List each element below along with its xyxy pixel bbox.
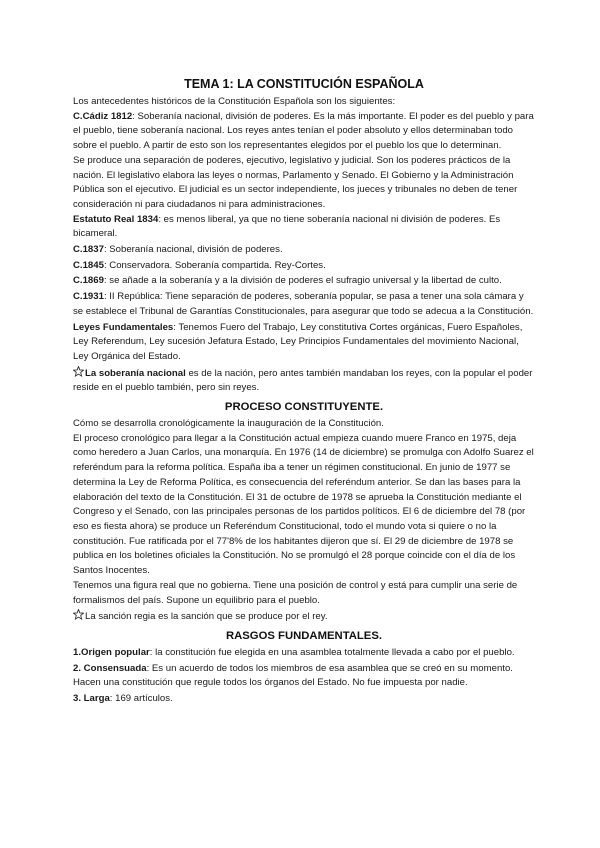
antecedente-label: Leyes Fundamentales [73,321,174,333]
antecedente-label: C.1931 [73,291,104,303]
sancion-text: La sanción regia es la sanción que se produce por el rey. [85,611,328,623]
rasgo-text: : 169 artículos. [109,693,173,705]
antecedente-text: : es menos liberal, ya que no tiene soberanía nacional ni división de poderes. Es bicameral. [73,213,501,240]
star-icon [73,366,84,377]
proceso-intro: Cómo se desarrolla cronológicamente la inauguración de la Constitución. [73,418,384,430]
sancion-note [73,609,535,625]
soberania-note [73,366,535,396]
rasgo-consensuada [73,662,535,691]
antecedente-1869 [73,274,535,289]
soberania-text: es de la nación, pero antes también mandaban los reyes, con la popular el poder reside en el pueblo también, pero sin reyes. [73,367,533,394]
antecedente-text: : II República: Tiene separación de poderes, soberanía popular, se pasa a tener una sola cámara y se establece el Tribunal de Garantías Constitucionales, para asegurar que todo se adecua a la Constitución. [73,291,534,317]
separacion-poderes-paragraph [73,154,535,213]
rasgo-origen-popular [73,646,535,661]
rasgo-label: 3. Larga [73,693,110,705]
antecedente-label: C.1837 [73,244,104,256]
document-content [73,74,535,707]
proceso-body: El proceso cronológico para llegar a la Constitución actual empieza cuando muere Franco en 1975, deja como heredero a Juan Carlos, una monarquía. En 1976 (14 de diciembre) se promulga con Adolfo Suarez el referéndum para la reforma política. España iba a tener un régimen constitucional. En junio de 1977 se determina la Ley de Reforma Política, es consecuencia del referéndum anterior. Se dan las bases para la elaboración del texto de la Constitución. El 31 de octubre de 1978 se aprueba la Constitución mediante el Congreso y el Senado, con las principales personas de los partidos políticos. El 6 de diciembre del 78 (por eso es fiesta ahora) se produce un Referéndum Constitucional, todo el mundo vota si quiere o no la constitución. Fue ratificada por el 77'8% de los habitantes dijeron que sí. El 29 de diciembre de 1978 se publica en los boletines oficiales la Constitución. No se promulgó el 28 porque coincide con el día de los Santos Inocentes. [73,432,534,577]
antecedente-text: : Soberanía nacional, división de poderes. [103,244,283,256]
document-title: TEMA 1: LA CONSTITUCIÓN ESPAÑOLA [184,77,424,91]
antecedente-label: C.1845 [73,259,104,271]
antecedente-text: : Conservadora. Soberanía compartida. Rey-Cortes. [103,259,326,271]
rasgo-larga [73,692,535,707]
antecedente-text: : se añade a la soberanía y a la división de poderes el sufragio universal y la libertad de culto. [103,275,502,287]
rasgo-text: : Es un acuerdo de todos los miembros de esa asamblea que se creó en su momento. Hacen una constitución que regule todos los órganos del Estado. No fue impuesta por nadie. [73,662,513,689]
section-title-proceso: PROCESO CONSTITUYENTE. [224,401,384,414]
section-title-rasgos: RASGOS FUNDAMENTALES. [225,629,383,642]
antecedente-leyes-fundamentales [73,321,535,365]
figura-real-paragraph: Tenemos una figura real que no gobierna. Tiene una posición de control y está para cumplir una serie de formalismos del país. Supone un equilibrio para el pueblo. [73,579,518,606]
star-icon [73,609,84,620]
antecedente-label: C.1869 [73,275,104,287]
intro-paragraph: Los antecedentes históricos de la Constitución Española son los siguientes: [73,96,396,107]
antecedente-text: : Tenemos Fuero del Trabajo, Ley constitutiva Cortes orgánicas, Fuero Españoles, Ley Referendum, Ley sucesión Jefatura Estado, Ley Principios Fundamentales del movimiento Nacional, Ley Orgánica del Estado. [73,321,523,362]
antecedente-1845 [73,259,535,274]
antecedente-text: Se produce una separación de poderes, ejecutivo, legislativo y judicial. Son los poderes prácticos de la nación. El legislativo elabora las leyes o normas, Parlamento y Senado. El Gobierno y la Administración Pública son el ejecutivo. El judicial es un sector independiente, los jueces y tribunales no deben de tener consideración ni para ciudadanos ni para administraciones. [73,154,518,210]
antecedente-text: : Soberanía nacional, división de poderes. Es la más importante. El poder es del pueblo y para el pueblo, tiene soberanía nacional. Los reyes antes tenían el poder absoluto y ellos determinaban todo sobre el pueblo. A partir de esto son los representantes elegidos por el pueblo los que lo determinan. [73,110,534,152]
antecedente-estatuto-real [73,213,535,242]
rasgo-label: 2. Consensuada [73,662,147,674]
rasgo-label: 1.Origen popular [73,646,150,658]
antecedente-label: Estatuto Real 1834 [73,213,159,225]
rasgo-text: : la constitución fue elegida en una asamblea totalmente llevada a cabo por el pueblo. [149,646,515,658]
antecedente-label: C.Cádiz 1812 [73,110,133,122]
antecedente-1837 [73,243,535,258]
antecedente-1931 [73,290,535,319]
antecedente-cadiz [73,110,535,154]
soberania-label: La soberanía nacional [85,367,186,379]
